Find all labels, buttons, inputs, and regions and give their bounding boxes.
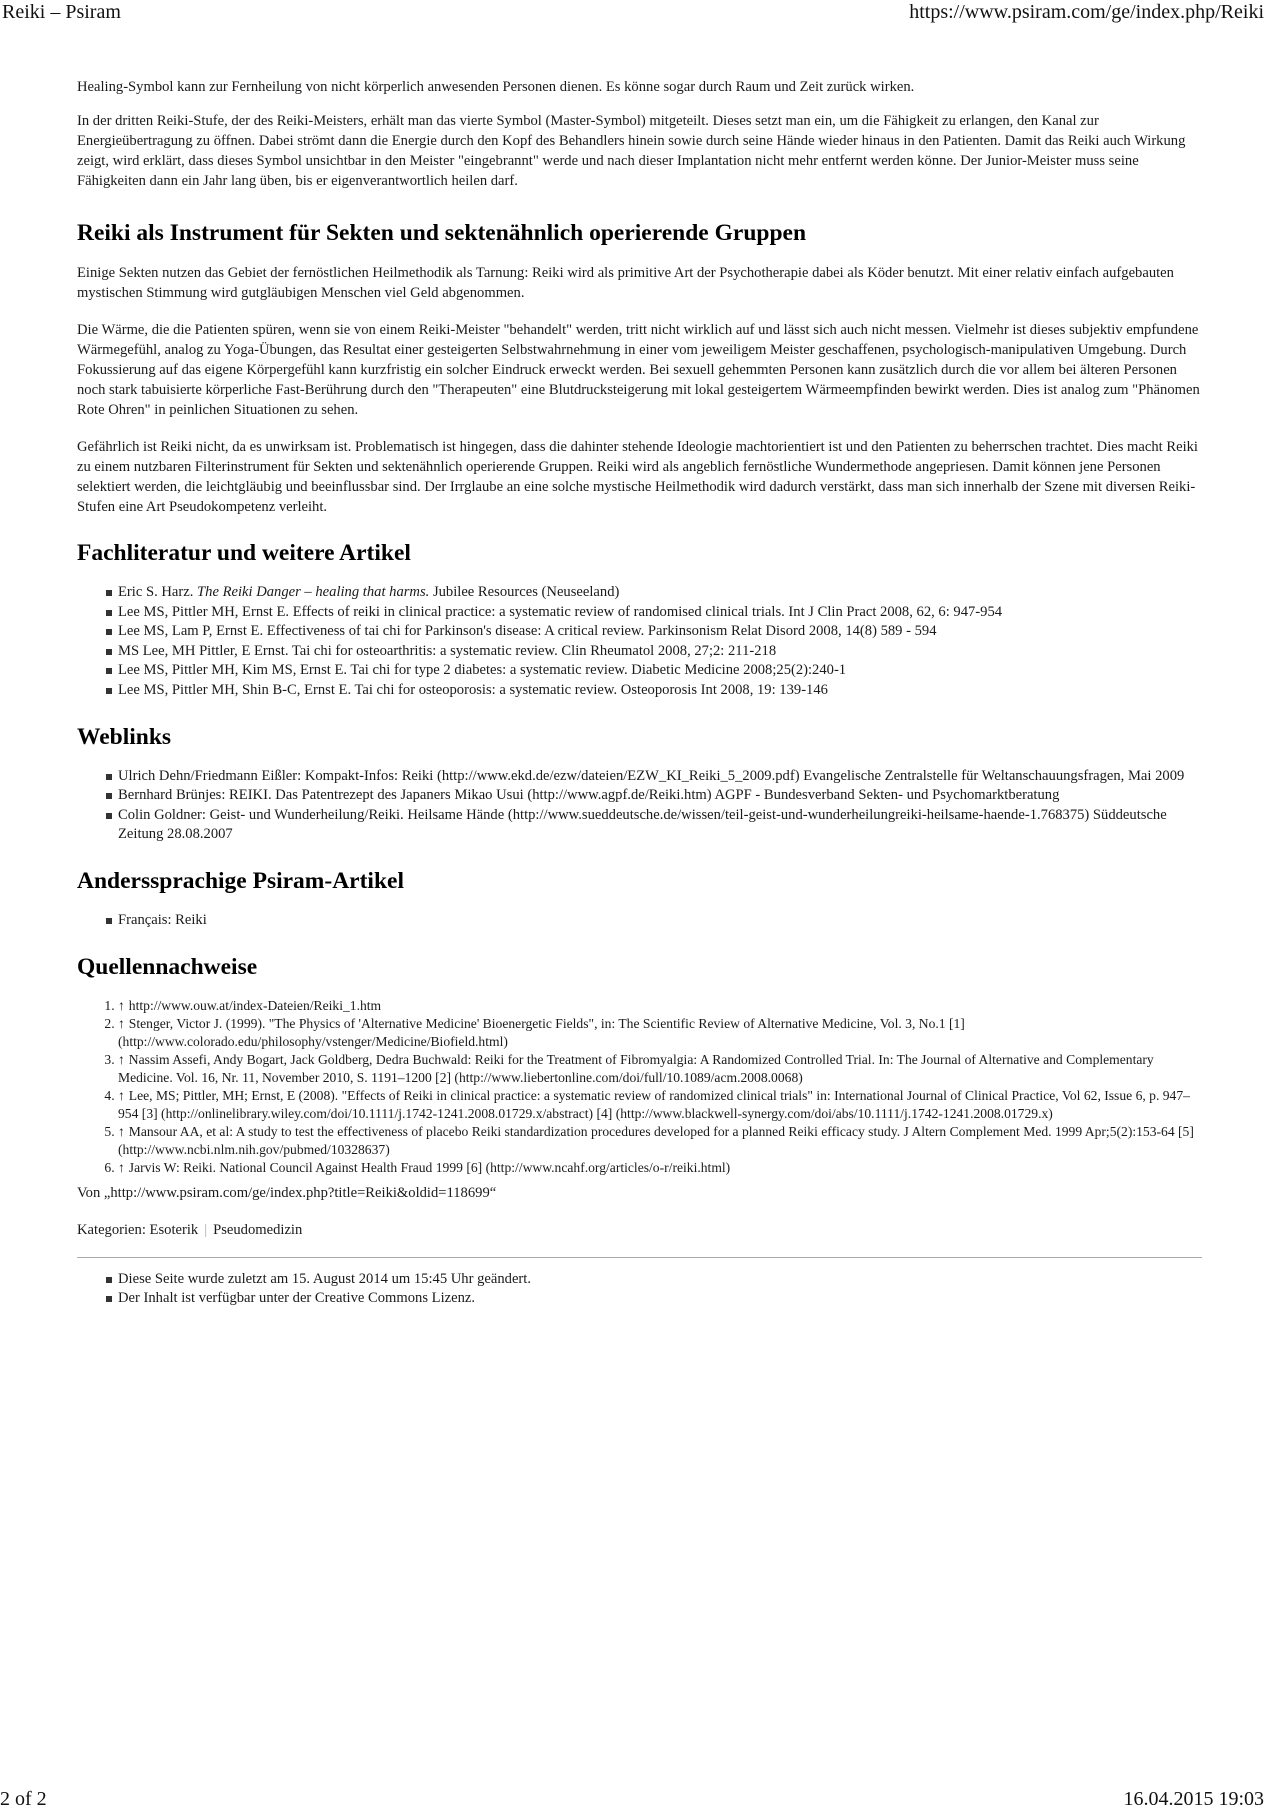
print-header-title: Reiki – Psiram (2, 1, 121, 23)
list-item: Lee MS, Pittler MH, Kim MS, Ernst E. Tai chi for type 2 diabetes: a systematic review. Diabetic Medicine 2008;25(2):240-1 (118, 661, 1202, 681)
reference-item (118, 1123, 1202, 1159)
reference-item (118, 1015, 1202, 1051)
literature-publisher: Jubilee Resources (Neuseeland) (429, 584, 620, 600)
print-footer-page-number: 2 of 2 (0, 1788, 47, 1810)
references-list (77, 997, 1202, 1177)
last-modified-note: Diese Seite wurde zuletzt am 15. August 2014 um 15:45 Uhr geändert. (118, 1270, 1202, 1290)
reference-item (118, 997, 1202, 1015)
page-footer-list (77, 1270, 1202, 1309)
list-item: Lee MS, Pittler MH, Ernst E. Effects of reiki in clinical practice: a systematic review of randomised clinical trials. Int J Clin Pract 2008, 62, 6: 947-954 (118, 603, 1202, 623)
back-arrow-icon[interactable]: ↑ (118, 997, 125, 1013)
print-header-url: https://www.psiram.com/ge/index.php/Reiki (909, 1, 1264, 23)
category-links (77, 1220, 1202, 1240)
language-list (77, 911, 1202, 931)
list-item: Lee MS, Pittler MH, Shin B-C, Ernst E. Tai chi for osteoporosis: a systematic review. Osteoporosis Int 2008, 19: 139-146 (118, 681, 1202, 701)
source-permalink[interactable]: Von „http://www.psiram.com/ge/index.php?title=Reiki&oldid=118699“ (77, 1184, 497, 1201)
list-item: MS Lee, MH Pittler, E Ernst. Tai chi for osteoarthritis: a systematic review. Clin Rheumatol 2008, 27;2: 211-218 (118, 642, 1202, 662)
language-link[interactable]: Français: Reiki (118, 911, 1202, 931)
reference-item (118, 1051, 1202, 1087)
weblinks-list (77, 767, 1202, 845)
back-arrow-icon[interactable]: ↑ (118, 1015, 125, 1031)
license-note: Der Inhalt ist verfügbar unter der Creative Commons Lizenz. (118, 1289, 1202, 1309)
section-heading-quellen: Quellennachweise (77, 953, 258, 980)
back-arrow-icon[interactable]: ↑ (118, 1087, 125, 1103)
reference-text: Stenger, Victor J. (1999). "The Physics of 'Alternative Medicine' Bioenergetic Fields", in: The Scientific Review of Alternative Medicine, Vol. 3, No.1 [1] (http://www.colorado.edu/philosophy/vstenger/Medicine/Biofield.html) (118, 1015, 965, 1049)
literature-author: Eric S. Harz. (118, 584, 198, 600)
paragraph: Healing-Symbol kann zur Fernheilung von nicht körperlich anwesenden Personen dienen. Es könne sogar durch Raum und Zeit zurück wirken. (77, 79, 915, 95)
paragraph: Die Wärme, die die Patienten spüren, wenn sie von einem Reiki-Meister "behandelt" werden, tritt nicht wirklich auf und lässt sich auch nicht messen. Vielmehr ist dieses subjektiv empfundene Wärmegefühl, analog zu Yoga-Übungen, das Resultat einer gesteigerten Selbstwahrnehmung in einer vom jeweiligem Meister geschaffenen, psychologisch-manipulativen Umgebung. Durch Fokussierung auf das eigene Körpergefühl kann kurzfristig ein solcher Eindruck erweckt werden. Bei sexuell gehemmten Personen kann zusätzlich durch die vor allem bei älteren Personen noch stark tabuisierte körperliche Fast-Berührung durch den "Therapeuten" eine Blutdrucksteigerung mit lokal gesteigertem Wärmeempfinden bewirkt werden. Dies ist analog zum "Phänomen Rote Ohren" in peinlichen Situationen zu sehen. (77, 322, 1200, 418)
paragraph: Einige Sekten nutzen das Gebiet der fernöstlichen Heilmethodik als Tarnung: Reiki wird als primitive Art der Psychotherapie dabei als Köder benutzt. Mit einer relativ einfach aufgebauten mystischen Stimmung wird gutgläubigen Menschen viel Geld abgenommen. (77, 265, 1174, 301)
back-arrow-icon[interactable]: ↑ (118, 1051, 125, 1067)
section-heading-fachliteratur: Fachliteratur und weitere Artikel (77, 540, 411, 566)
reference-text: Jarvis W: Reiki. National Council Against Health Fraud 1999 [6] (http://www.ncahf.org/articles/o-r/reiki.html) (128, 1159, 731, 1175)
reference-item (118, 1159, 1202, 1177)
article-content (77, 77, 1202, 1309)
category-separator: | (204, 1221, 208, 1238)
list-item (118, 583, 1202, 603)
list-item: Lee MS, Lam P, Ernst E. Effectiveness of tai chi for Parkinson's disease: A critical review. Parkinsonism Relat Disord 2008, 14(8) 589 - 594 (118, 622, 1202, 642)
footer-divider (77, 1257, 1202, 1258)
reference-text: Lee, MS; Pittler, MH; Ernst, E (2008). "Effects of Reiki in clinical practice: a systematic review of randomized clinical trials" in: International Journal of Clinical Practice, Vol 62, Issue 6, p. 947–954 [3] (http://onlinelibrary.wiley.com/doi/10.1111/j.1742-1241.2008.01729.x/abstract) [4] (http://www.blackwell-synergy.com/doi/abs/10.1111/j.1742-1241.2008.01729.x) (118, 1087, 1190, 1121)
reference-text: Nassim Assefi, Andy Bogart, Jack Goldberg, Dedra Buchwald: Reiki for the Treatment of Fibromyalgia: A Randomized Controlled Trial. In: The Journal of Alternative and Complementary Medicine. Vol. 16, Nr. 11, November 2010, S. 1191–1200 [2] (http://www.liebertonline.com/doi/full/10.1089/acm.2008.0068) (118, 1051, 1154, 1085)
section-heading-anderssprachig: Anderssprachige Psiram-Artikel (77, 867, 404, 894)
print-footer-timestamp: 16.04.2015 19:03 (1123, 1788, 1264, 1810)
paragraph: In der dritten Reiki-Stufe, der des Reiki-Meisters, erhält man das vierte Symbol (Master-Symbol) mitgeteilt. Dieses setzt man ein, um die Fähigkeit zu erlangen, den Kanal zur Energieübertragung zu öffnen. Dabei strömt dann die Energie durch den Kopf des Behandlers hinein sowie durch seine Hände wieder hinaus in den Patienten. Damit das Reiki auch Wirkung zeigt, wird erklärt, dass dieses Symbol unsichtbar in den Meister "eingebrannt" werde und nach dieser Implantation nicht mehr entfernt werden könne. Der Junior-Meister muss seine Fähigkeiten dann ein Jahr lang üben, bis er eigenverantwortlich heilen darf. (77, 113, 1186, 189)
back-arrow-icon[interactable]: ↑ (118, 1123, 125, 1139)
categories-label: Kategorien: (77, 1221, 146, 1238)
section-heading-weblinks: Weblinks (77, 723, 172, 750)
weblink-item[interactable]: Colin Goldner: Geist- und Wunderheilung/Reiki. Heilsame Hände (http://www.sueddeutsche.de/wissen/teil-geist-und-wunderheilungreiki-heilsame-haende-1.768375) Süddeutsche Zeitung 28.08.2007 (118, 806, 1202, 845)
literature-list (77, 583, 1202, 701)
reference-text: http://www.ouw.at/index-Dateien/Reiki_1.htm (128, 997, 382, 1013)
category-esoterik[interactable]: Esoterik (149, 1221, 199, 1238)
reference-text: Mansour AA, et al: A study to test the effectiveness of placebo Reiki standardization procedures developed for a planned Reiki efficacy study. J Altern Complement Med. 1999 Apr;5(2):153-64 [5] (http://www.ncbi.nlm.nih.gov/pubmed/10328637) (118, 1123, 1194, 1157)
back-arrow-icon[interactable]: ↑ (118, 1159, 125, 1175)
literature-title: The Reiki Danger – healing that harms. (197, 584, 430, 600)
reference-item (118, 1087, 1202, 1123)
weblink-item[interactable]: Bernhard Brünjes: REIKI. Das Patentrezept des Japaners Mikao Usui (http://www.agpf.de/Reiki.htm) AGPF - Bundesverband Sekten- und Psychomarktberatung (118, 786, 1202, 806)
paragraph: Gefährlich ist Reiki nicht, da es unwirksam ist. Problematisch ist hingegen, dass die dahinter stehende Ideologie machtorientiert ist und den Patienten zu beherrschen trachtet. Dies macht Reiki zu einem nutzbaren Filterinstrument für Sekten und sektenähnlich operierende Gruppen. Reiki wird als angeblich fernöstliche Wundermethode angepriesen. Damit können jene Personen selektiert werden, die leichtgläubig und beeinflussbar sind. Der Irrglaube an eine solche mystische Heilmethodik wird dadurch verstärkt, dass man sich innerhalb der Szene mit diversen Reiki-Stufen eine Art Pseudokompetenz verleiht. (77, 439, 1198, 515)
section-heading-sekten: Reiki als Instrument für Sekten und sektenähnlich operierende Gruppen (77, 220, 807, 246)
category-pseudomedizin[interactable]: Pseudomedizin (213, 1221, 303, 1238)
weblink-item[interactable]: Ulrich Dehn/Friedmann Eißler: Kompakt-Infos: Reiki (http://www.ekd.de/ezw/dateien/EZW_KI_Reiki_5_2009.pdf) Evangelische Zentralstelle für Weltanschauungsfragen, Mai 2009 (118, 767, 1202, 787)
